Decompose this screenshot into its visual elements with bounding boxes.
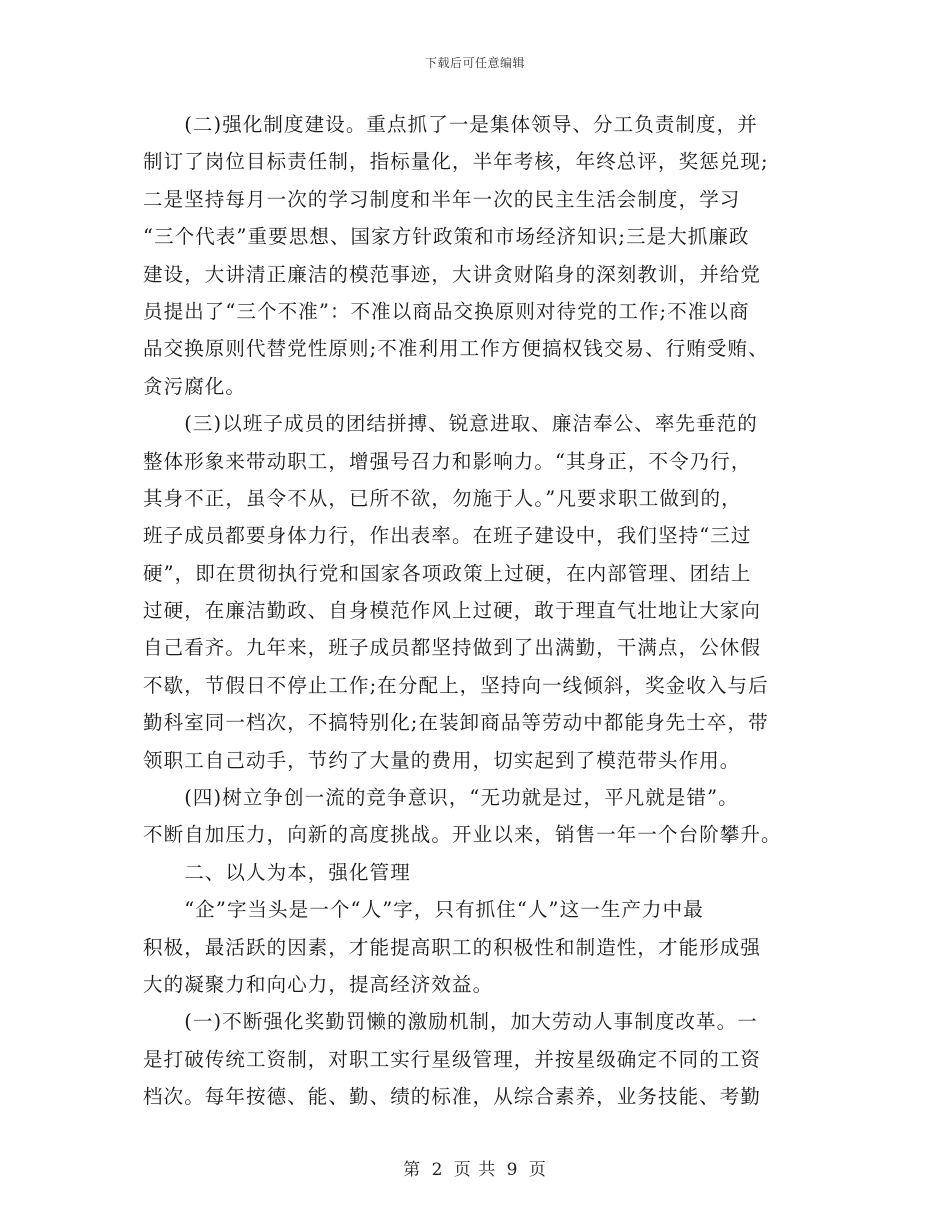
text-line: (四)树立争创一流的竞争意识，“无功就是过，平凡就是错”。 [143,786,739,810]
text-line: 建设，大讲清正廉洁的模范事迹，大讲贪财陷身的深刻教训，并给党 [143,262,762,286]
text-line: 不歇，节假日不停止工作;在分配上，坚持向一线倾斜，奖金收入与后 [143,673,769,697]
document-body [143,106,808,1116]
text-line: (二)强化制度建设。重点抓了一是集体领导、分工负责制度，并 [143,113,758,136]
text-line: (三)以班子成员的团结拼搏、锐意进取、廉洁奉公、率先垂范的 [143,412,758,436]
section-heading: 二、以人为本，强化管理 [143,860,411,884]
text-line: 大的凝聚力和向心力，提高经济效益。 [143,972,494,996]
text-line: 档次。每年按德、能、勤、绩的标准，从综合素养，业务技能、考勤 [143,1085,762,1109]
text-line: 积极，最活跃的因素，才能提高职工的积极性和制造性，才能形成强 [143,935,762,959]
text-line: 勤科室同一档次，不搞特别化;在装卸商品等劳动中都能身先士卒，带 [143,711,769,735]
footer-label-before: 第 [403,1160,422,1180]
text-line: 员提出了“三个不准”：不准以商品交换原则对待党的工作;不准以商 [143,299,750,323]
text-line: 不断自加压力，向新的高度挑战。开业以来，销售一年一个台阶攀升。 [143,823,782,847]
page-footer [0,1155,950,1180]
text-line: 整体形象来带动职工，增强号召力和影响力。“其身正，不令乃行， [143,449,752,473]
text-line: 领职工自己动手，节约了大量的费用，切实起到了模范带头作用。 [143,748,741,772]
text-line: (一)不断强化奖勤罚懒的激励机制，加大劳动人事制度改革。一 [143,1010,758,1034]
footer-label-mid: 页 共 [453,1160,497,1180]
text-line: “企”字当头是一个“人”字，只有抓住“人”这一生产力中最 [143,898,704,922]
text-line: 硬”，即在贯彻执行党和国家各项政策上过硬，在内部管理、团结上 [143,561,752,585]
text-line: 自己看齐。九年来，班子成员都坚持做到了出满勤，干满点，公休假 [143,636,762,660]
text-line: 班子成员都要身体力行，作出表率。在班子建设中，我们坚持“三过 [143,524,752,548]
text-line: 贪污腐化。 [143,374,247,398]
text-line: 是打破传统工资制，对职工实行星级管理，并按星级确定不同的工资 [143,1047,762,1071]
page-total: 9 [506,1160,519,1180]
text-line: 制订了岗位目标责任制，指标量化，半年考核，年终总评，奖惩兑现; [143,150,769,174]
text-line: “三个代表”重要思想、国家方针政策和市场经济知识;三是大抓廉政 [143,225,750,249]
footer-label-after: 页 [528,1160,547,1180]
text-line: 过硬，在廉洁勤政、自身模范作风上过硬，敢于理直气壮地让大家向 [143,599,762,623]
text-line: 其身不正，虽令不从，已所不欲，勿施于人。”凡要求职工做到的， [143,486,742,510]
text-line: 品交换原则代替党性原则;不准利用工作方便搞权钱交易、行贿受贿、 [143,337,769,361]
page-header: 下载后可任意编辑 [424,56,525,70]
page-number: 2 [431,1160,444,1180]
text-line: 二是坚持每月一次的学习制度和半年一次的民主生活会制度，学习 [143,187,741,211]
